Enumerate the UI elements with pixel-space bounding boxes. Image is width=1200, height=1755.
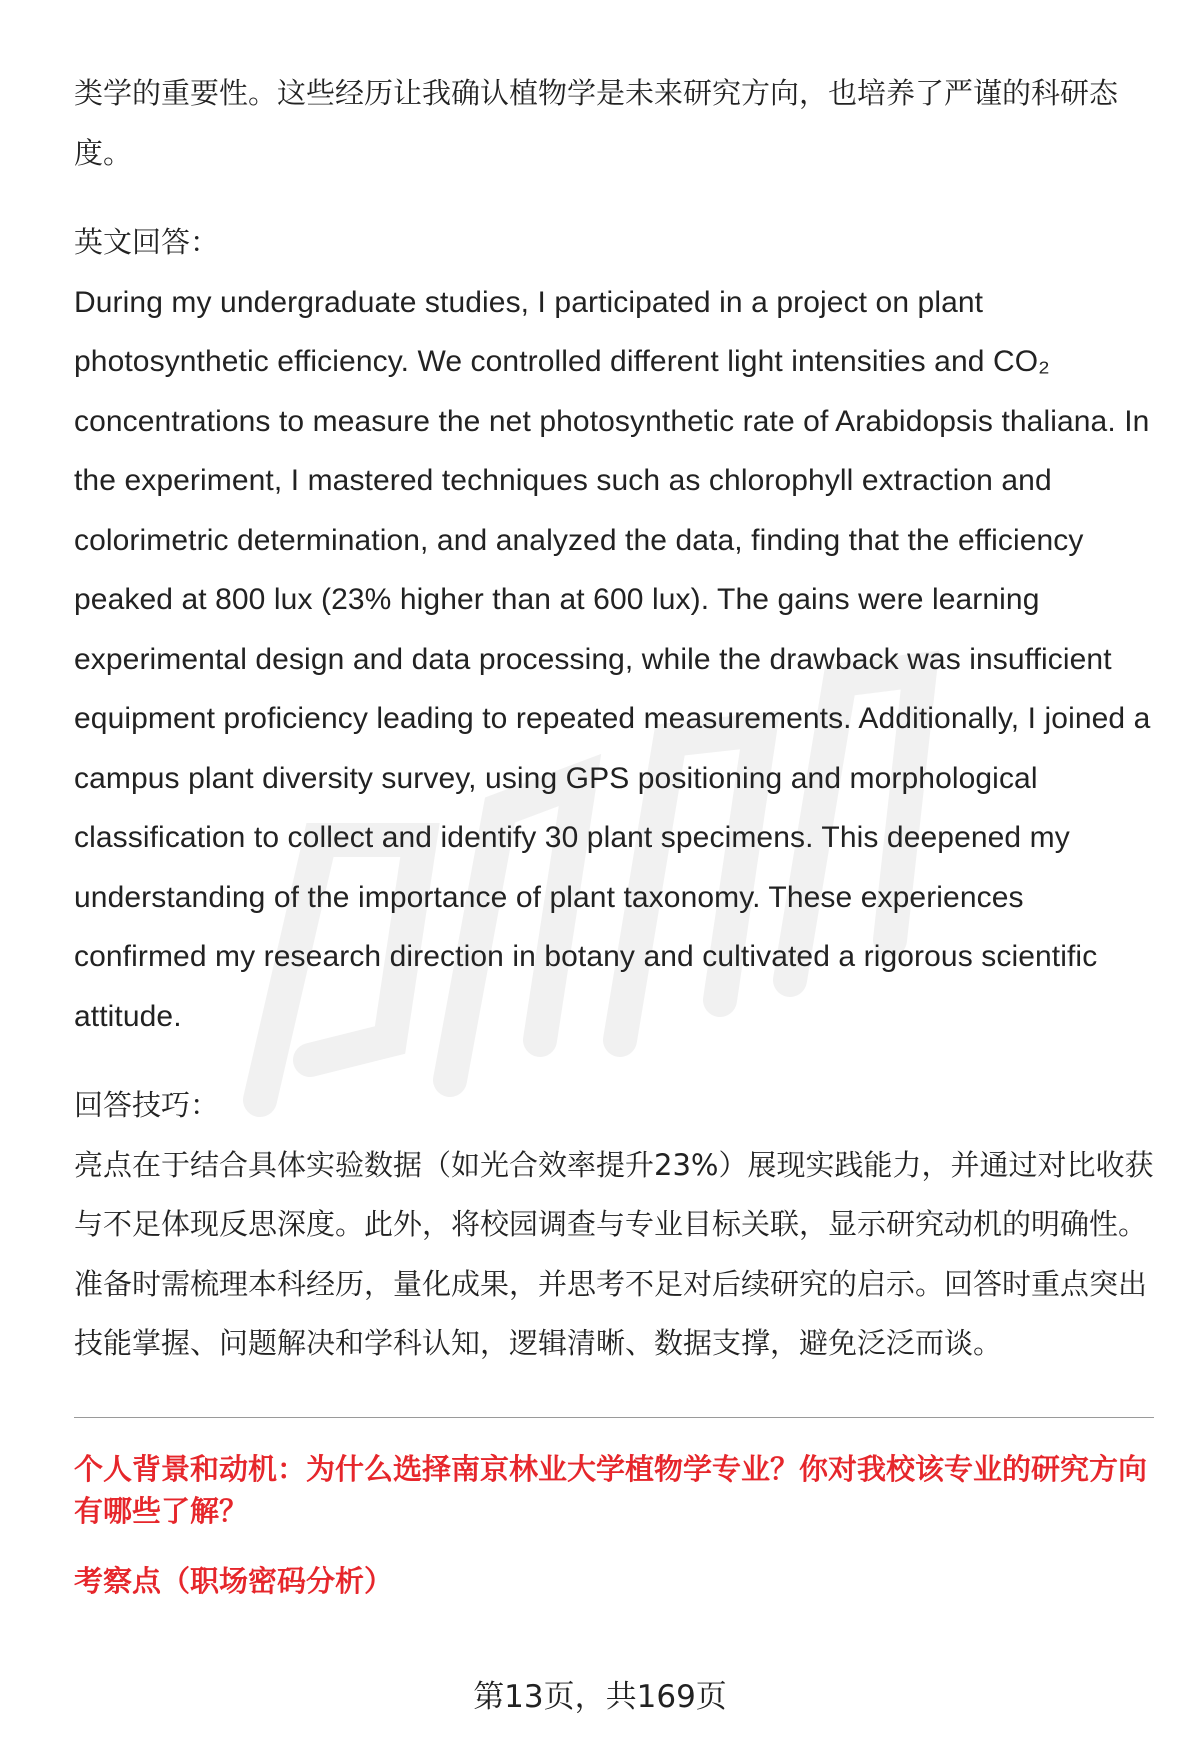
english-answer-heading: 英文回答： xyxy=(74,225,220,259)
answer-tips-text: 亮点在于结合具体实验数据（如光合效率提升23%）展现实践能力，并通过对比收获与不足体现反思深度。此外，将校园调查与专业目标关联，显示研究动机的明确性。准备时需梳理本科经历，量化成果，并思考不足对后续研究的启示。回答时重点突出技能掌握、问题解决和学科认知，逻辑清晰、数据支撑，避免泛泛而谈。 xyxy=(74,1147,1154,1360)
answer-tips-heading: 回答技巧： xyxy=(74,1088,220,1122)
page-indicator: 第13页，共169页 xyxy=(473,1679,727,1715)
document-body xyxy=(74,64,1154,1374)
next-question-subheading: 考察点（职场密码分析） xyxy=(74,1564,394,1598)
intro-paragraph: 类学的重要性。这些经历让我确认植物学是未来研究方向，也培养了严谨的科研态度。 xyxy=(74,76,1119,170)
next-question-title: 个人背景和动机：为什么选择南京林业大学植物学专业？你对我校该专业的研究方向有哪些了解？ xyxy=(74,1452,1148,1528)
english-answer-text: During my undergraduate studies, I participated in a project on plant photosynthetic efficiency. We controlled different light intensities and CO₂ concentrations to measure the net photosynthetic rate of Arabidopsis thaliana. In the experiment, I mastered techniques such as chlorophyll extraction and colorimetric determination, and analyzed the data, finding that the efficiency peaked at 800 lux (23% higher than at 600 lux). The gains were learning experimental design and data processing, while the drawback was insufficient equipment proficiency leading to repeated measurements. Additionally, I joined a campus plant diversity survey, using GPS positioning and morphological classification to collect and identify 30 plant specimens. This deepened my understanding of the importance of plant taxonomy. These experiences confirmed my research direction in botany and cultivated a rigorous scientific attitude. xyxy=(74,285,1151,1033)
section-divider xyxy=(74,1417,1154,1418)
